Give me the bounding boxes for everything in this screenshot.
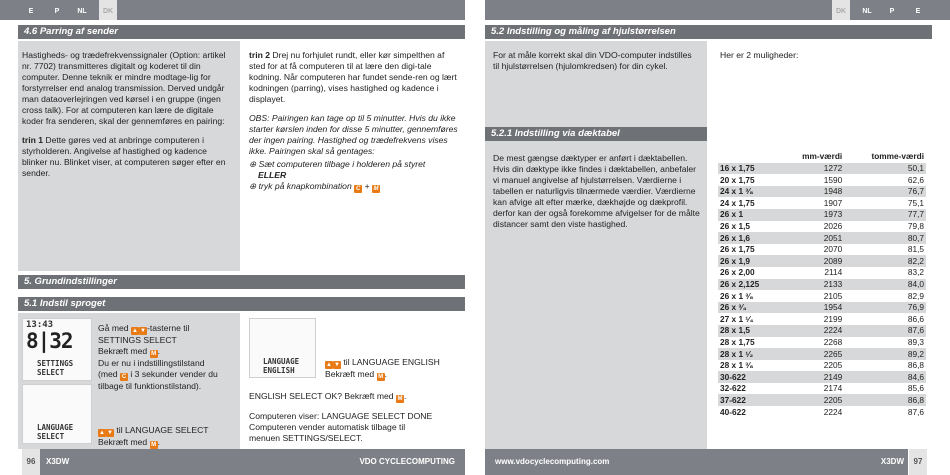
- inch-value-cell: 84,0: [844, 279, 926, 291]
- table-row: [718, 232, 926, 244]
- table-row: [718, 406, 926, 418]
- s46-col1: [22, 50, 234, 187]
- s46-obs: OBS: Pairingen kan tage op til 5 minutter. Hvis du ikke starter kørslen inden for disse 5 minutter, gennemføres der ingen pairing. Hastighed og trædefrekvens vises ikke. Pairingen skal så gentages:: [249, 113, 458, 156]
- table-row: [718, 255, 926, 267]
- inch-value-cell: 83,2: [844, 267, 926, 279]
- table-row: [718, 371, 926, 383]
- s51-steps-1: [98, 323, 238, 392]
- footer-brand: VDO CYCLECOMPUTING: [359, 457, 455, 466]
- lcd-settings-label: SETTINGS SELECT: [37, 359, 74, 377]
- inch-value-cell: 86,8: [844, 394, 926, 406]
- lang-tab-nl[interactable]: NL: [77, 8, 87, 16]
- section-5-2-header: 5.2 Indstilling og måling af hjulstørrelsen: [485, 25, 932, 39]
- table-row: [718, 279, 926, 291]
- period: .: [157, 346, 160, 356]
- med-text: (med: [98, 369, 118, 379]
- tire-size-cell: 26 x ³⁄₄: [718, 302, 780, 314]
- mm-value-cell: 2149: [780, 371, 844, 383]
- shows-text: Computeren viser: LANGUAGE SELECT DONE: [249, 411, 433, 421]
- tire-size-cell: 26 x 1,6: [718, 232, 780, 244]
- confirm-text: Bekræft med: [325, 369, 375, 379]
- mm-value-cell: 1272: [780, 163, 844, 175]
- tire-size-cell: 28 x 1,75: [718, 337, 780, 349]
- tire-size-cell: 32-622: [718, 383, 780, 395]
- in-settings-text: Du er nu i indstillingstilstand: [98, 358, 205, 368]
- inch-value-cell: 86,6: [844, 313, 926, 325]
- s51-steps-4: [249, 391, 464, 444]
- s521-text: De mest gængse dæktyper er anført i dæktabellen. Hvis din dæktype ikke findes i dæktabellen, anbefaler vi manuel angivelse af hjulstørrelsen. Værdierne i tabellen er naturligvis tilnærmede værdier. Værdierne kan afvige alt efter mærke, dækhøjde og dækprofil. derfor kan der også forekomme afvigelser for de målte distancer samt den viste hastighed.: [493, 153, 700, 229]
- inch-value-cell: 80,7: [844, 232, 926, 244]
- lang-tab-p-right[interactable]: P: [889, 8, 895, 16]
- tire-table-wrapper: [718, 151, 926, 418]
- inch-value-cell: 79,8: [844, 221, 926, 233]
- period: .: [157, 437, 160, 447]
- lcd-display-language-english: [249, 318, 316, 378]
- to-language-english-text: til LANGUAGE ENGLISH: [343, 357, 440, 367]
- mm-value-cell: 2089: [780, 255, 844, 267]
- table-row: [718, 209, 926, 221]
- key-c-icon: C: [121, 374, 127, 380]
- page-number-right: 97: [909, 449, 927, 475]
- section-5-2-1-header: 5.2.1 Indstilling via dæktabel: [485, 127, 707, 141]
- s46-eller: ELLER: [258, 170, 287, 180]
- tire-size-cell: 26 x 1,75: [718, 244, 780, 256]
- table-row: [718, 244, 926, 256]
- col-size-header: [718, 151, 780, 163]
- bullet-icon: ⊕: [249, 159, 259, 169]
- inch-value-cell: 81,5: [844, 244, 926, 256]
- table-row: [718, 383, 926, 395]
- inch-value-cell: 84,6: [844, 371, 926, 383]
- menu-text: menuen SETTINGS/SELECT.: [249, 433, 363, 443]
- tire-size-cell: 27 x 1 ¹⁄₄: [718, 313, 780, 325]
- key-m-icon: M: [151, 351, 157, 357]
- s46-bullet-1: [249, 159, 461, 170]
- s46-intro: Hastigheds- og trædefrekvenssignaler (Option: artikel nr. 7702) transmitteres digitalt og koderet til din computer. Denne teknik er mindre modtage-lig for forstyrrelser end analog transmission. Derved undgår man dataoverlejringen ved kørsel i en gruppe (ingen cross talk). For at computeren kan lære de digitale koder fra senderen, skal der gennemføres en pairing:: [22, 50, 226, 126]
- section-5-header: 5. Grundindstillinger: [18, 275, 465, 289]
- footer-left: [40, 449, 465, 475]
- key-c-icon: C: [355, 186, 361, 192]
- tire-size-cell: 37-622: [718, 394, 780, 406]
- english-ok-text: ENGLISH SELECT OK? Bekræft med: [249, 391, 394, 401]
- tire-size-cell: 26 x 1: [718, 209, 780, 221]
- to-language-select-text: til LANGUAGE SELECT: [116, 425, 209, 435]
- mm-value-cell: 2199: [780, 313, 844, 325]
- table-row: [718, 174, 926, 186]
- key-m-icon: M: [378, 374, 384, 380]
- trin2-label: trin 2: [249, 50, 271, 60]
- table-row: [718, 360, 926, 372]
- s51-steps-3: [325, 357, 465, 381]
- col-inch-header: tomme-værdi: [871, 151, 924, 162]
- trin2-text: Drej nu forhjulet rundt, eller kør simpelthen af sted for at få computeren til at lære den digi-tale kodning. Når computeren har fundet sende-ren og lært kodningen (parring), vises hastighed og kadence i displayet.: [249, 50, 457, 104]
- inch-value-cell: 82,9: [844, 290, 926, 302]
- footer-model-right: X3DW: [880, 457, 904, 466]
- tire-size-cell: 26 x 2,00: [718, 267, 780, 279]
- inch-value-cell: 85,6: [844, 383, 926, 395]
- table-row: [718, 337, 926, 349]
- mm-value-cell: 1590: [780, 174, 844, 186]
- tire-size-cell: 28 x 1 ¹⁄₂: [718, 348, 780, 360]
- up-arrow-icon: ▲: [131, 328, 138, 334]
- lcd-big-digits: 8|32: [26, 329, 73, 353]
- mm-value-cell: 2070: [780, 244, 844, 256]
- inch-value-cell: 62,6: [844, 174, 926, 186]
- table-row: [718, 325, 926, 337]
- down-arrow-icon: ▼: [334, 362, 340, 368]
- lang-tab-e-right[interactable]: E: [915, 8, 921, 16]
- key-m-icon: M: [397, 396, 403, 402]
- table-row: [718, 186, 926, 198]
- s52-left-panel: [485, 41, 707, 449]
- back-text: tilbage til funktionstilstand).: [98, 381, 202, 391]
- s46-trin1: [22, 135, 234, 179]
- inch-value-cell: 76,9: [844, 302, 926, 314]
- table-row: [718, 163, 926, 175]
- mm-value-cell: 2105: [780, 290, 844, 302]
- top-bar-left: [0, 0, 465, 20]
- s46-bullet-2: [249, 181, 461, 193]
- lang-tab-p[interactable]: P: [54, 8, 60, 16]
- tire-size-cell: 26 x 1 ³⁄₈: [718, 290, 780, 302]
- mm-value-cell: 1973: [780, 209, 844, 221]
- inch-value-cell: 87,6: [844, 406, 926, 418]
- inch-value-cell: 89,2: [844, 348, 926, 360]
- lcd-display-language-select: [22, 384, 92, 444]
- tire-size-cell: 40-622: [718, 406, 780, 418]
- mm-value-cell: 2205: [780, 360, 844, 372]
- mm-value-cell: 2224: [780, 406, 844, 418]
- returns-text: Computeren vender automatisk tilbage til: [249, 422, 406, 432]
- tire-size-cell: 28 x 1 ³⁄₈: [718, 360, 780, 372]
- inch-value-cell: 86,8: [844, 360, 926, 372]
- page-number-left: 96: [22, 449, 40, 475]
- section-5-1-header: 5.1 Indstil sproget: [18, 297, 465, 311]
- key-m-icon: M: [151, 442, 157, 448]
- lang-tab-dk[interactable]: DK: [99, 0, 117, 20]
- s46-col2: [249, 50, 461, 193]
- settings-select-text: SETTINGS SELECT: [98, 335, 177, 345]
- tire-size-cell: 24 x 1 ³⁄₈: [718, 186, 780, 198]
- table-row: [718, 302, 926, 314]
- mm-value-cell: 2114: [780, 267, 844, 279]
- go-with-text: Gå med: [98, 323, 129, 333]
- inch-value-cell: 50,1: [844, 163, 926, 175]
- down-arrow-icon: ▼: [107, 430, 113, 436]
- tire-size-cell: 24 x 1,75: [718, 197, 780, 209]
- lcd-display-settings-select: [22, 318, 92, 381]
- lcd-time: 13:43: [26, 320, 54, 330]
- mm-value-cell: 1907: [780, 197, 844, 209]
- bullet-2-text: tryk på knapkombination: [258, 181, 352, 191]
- lcd-language-english-label: LANGUAGE ENGLISH: [263, 357, 300, 375]
- table-row: [718, 290, 926, 302]
- table-row: [718, 197, 926, 209]
- seconds-text: i 3 sekunder vender du: [130, 369, 218, 379]
- inch-value-cell: 82,2: [844, 255, 926, 267]
- mm-value-cell: 2265: [780, 348, 844, 360]
- footer-model-left: X3DW: [46, 457, 70, 466]
- mm-value-cell: 2026: [780, 221, 844, 233]
- tire-size-cell: 28 x 1,5: [718, 325, 780, 337]
- s51-steps-2: [98, 425, 238, 449]
- key-m-icon: M: [373, 186, 379, 192]
- section-4-6-header: 4.6 Parring af sender: [18, 25, 465, 39]
- col-mm-header: mm-værdi: [802, 151, 843, 162]
- lcd-language-select-label: LANGUAGE SELECT: [37, 423, 74, 441]
- up-arrow-icon: ▲: [326, 362, 332, 368]
- keys-text: -tasterne til: [146, 323, 190, 333]
- inch-value-cell: 87,6: [844, 325, 926, 337]
- mm-value-cell: 2051: [780, 232, 844, 244]
- confirm-text: Bekræft med: [98, 346, 148, 356]
- bullet-1-text: Sæt computeren tilbage i holderen på styret: [258, 159, 426, 169]
- mm-value-cell: 2174: [780, 383, 844, 395]
- bullet-icon: ⊕: [249, 181, 259, 191]
- inch-value-cell: 89,3: [844, 337, 926, 349]
- tire-size-cell: 26 x 1,5: [718, 221, 780, 233]
- up-arrow-icon: ▲: [99, 430, 105, 436]
- lang-tab-e[interactable]: E: [28, 8, 34, 16]
- inch-value-cell: 76,7: [844, 186, 926, 198]
- mm-value-cell: 1954: [780, 302, 844, 314]
- s46-trin2: [249, 50, 461, 105]
- period: .: [384, 369, 387, 379]
- inch-value-cell: 75,1: [844, 197, 926, 209]
- mm-value-cell: 1948: [780, 186, 844, 198]
- table-row: [718, 221, 926, 233]
- tire-size-cell: 20 x 1,75: [718, 174, 780, 186]
- mm-value-cell: 2224: [780, 325, 844, 337]
- lang-tab-dk-right[interactable]: DK: [832, 0, 850, 20]
- tire-size-cell: 16 x 1,75: [718, 163, 780, 175]
- table-row: [718, 313, 926, 325]
- plus-sign: +: [364, 181, 370, 191]
- s52-intro: For at måle korrekt skal din VDO-computer indstilles til hjulstørrelsen (hjulomkredsen) for din cykel.: [493, 50, 692, 71]
- footer-right: [485, 449, 908, 475]
- table-row: [718, 267, 926, 279]
- table-row: [718, 348, 926, 360]
- tire-size-cell: 26 x 1,9: [718, 255, 780, 267]
- footer-url[interactable]: www.vdocyclecomputing.com: [495, 457, 610, 466]
- s52-options: Her er 2 muligheder:: [720, 50, 799, 60]
- lang-tab-nl-right[interactable]: NL: [862, 8, 872, 16]
- tire-size-cell: 26 x 2,125: [718, 279, 780, 291]
- tire-size-table: [718, 151, 926, 418]
- mm-value-cell: 2268: [780, 337, 844, 349]
- tire-table-body: [718, 163, 926, 418]
- mm-value-cell: 2205: [780, 394, 844, 406]
- mm-value-cell: 2133: [780, 279, 844, 291]
- confirm-text: Bekræft med: [98, 437, 148, 447]
- down-arrow-icon: ▼: [139, 328, 146, 334]
- top-bar-right: [485, 0, 950, 20]
- period: .: [403, 391, 407, 401]
- trin1-text: Dette gøres ved at anbringe computeren i styrholderen. Angivelse af hastighed og kadence blinker nu. Blinket viser, at computeren søger efter en sender.: [22, 135, 226, 178]
- tire-size-cell: 30-622: [718, 371, 780, 383]
- table-row: [718, 394, 926, 406]
- trin1-label: trin 1: [22, 135, 44, 145]
- inch-value-cell: 77,7: [844, 209, 926, 221]
